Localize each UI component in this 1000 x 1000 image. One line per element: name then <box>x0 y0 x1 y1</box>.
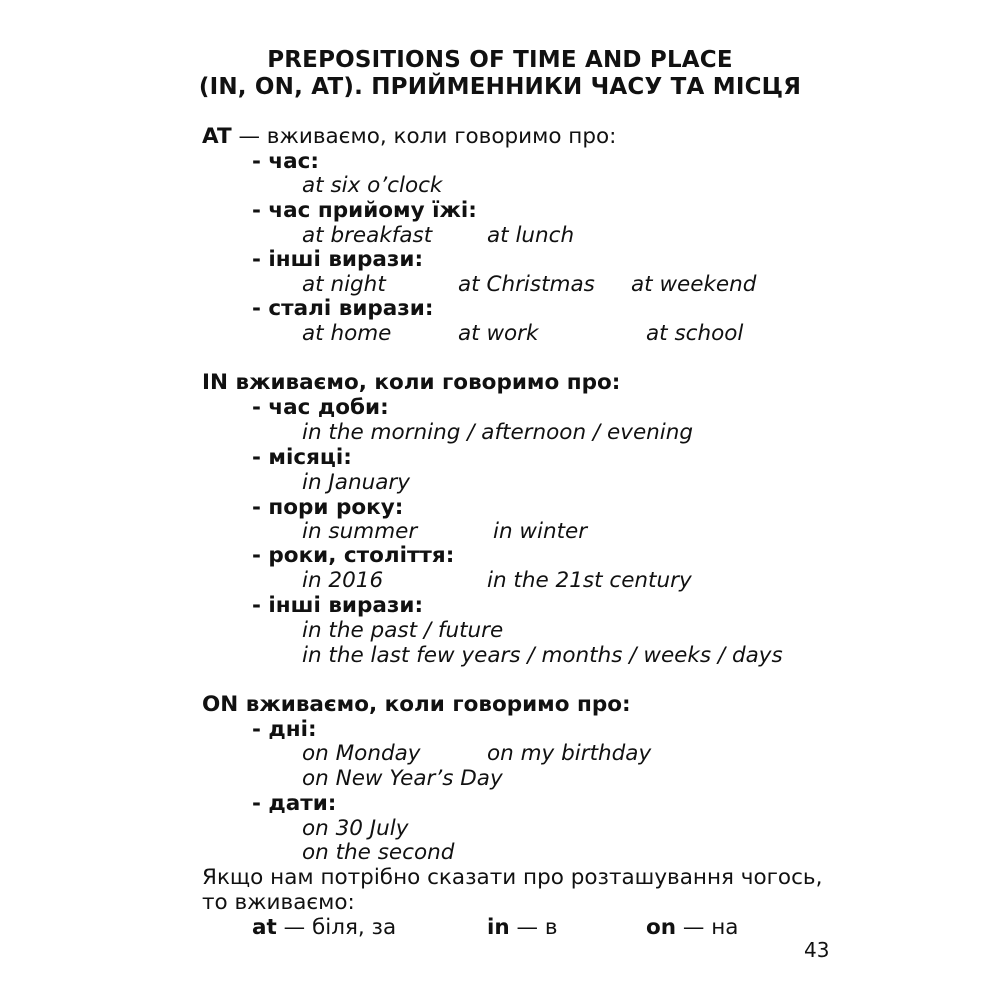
at-group-heading-time: - час: <box>252 149 320 174</box>
at-example: at breakfast <box>302 223 433 248</box>
in-example: in the morning / afternoon / evening <box>302 420 694 445</box>
page-title-line-1: PREPOSITIONS OF TIME AND PLACE <box>267 47 733 73</box>
place-word: at <box>252 915 277 940</box>
in-group-heading-daytime: - час доби: <box>252 395 389 420</box>
at-example: at lunch <box>487 223 575 248</box>
at-example: at night <box>302 272 386 297</box>
place-intro-line-1: Якщо нам потрібно сказати про розташування чогось, <box>202 865 823 890</box>
in-example: in January <box>302 470 410 495</box>
on-example: on the second <box>302 840 455 865</box>
at-example: at Christmas <box>458 272 595 297</box>
on-section-heading: ON вживаємо, коли говоримо про: <box>202 692 631 717</box>
at-example: at work <box>458 321 539 346</box>
on-group-heading-dates: - дати: <box>252 791 337 816</box>
in-example: in 2016 <box>302 568 384 593</box>
in-example: in the 21st century <box>487 568 692 593</box>
page-title-line-2: (IN, ON, AT). ПРИЙМЕННИКИ ЧАСУ ТА МІСЦЯ <box>198 74 802 100</box>
place-item-on <box>646 915 738 941</box>
page-number: 43 <box>804 938 830 962</box>
in-example: in the past / future <box>302 618 504 643</box>
at-group-heading-fixed: - сталі вирази: <box>252 296 434 321</box>
place-meaning: — на <box>676 915 739 940</box>
on-example: on New Year’s Day <box>302 766 503 791</box>
at-example: at six o’clock <box>302 173 443 198</box>
at-section-heading <box>202 124 616 150</box>
on-example: on Monday <box>302 741 421 766</box>
place-meaning: — в <box>509 915 558 940</box>
at-intro: — вживаємо, коли говоримо про: <box>231 124 617 149</box>
in-example: in summer <box>302 519 418 544</box>
place-word: in <box>487 915 510 940</box>
place-item-at <box>252 915 396 941</box>
place-meaning: — біля, за <box>276 915 397 940</box>
in-example: in winter <box>493 519 588 544</box>
at-keyword: AT <box>202 124 232 149</box>
in-group-heading-other: - інші вирази: <box>252 593 424 618</box>
on-example: on 30 July <box>302 816 409 841</box>
on-example: on my birthday <box>487 741 652 766</box>
at-example: at school <box>646 321 744 346</box>
at-group-heading-other: - інші вирази: <box>252 247 424 272</box>
in-group-heading-years: - роки, століття: <box>252 543 455 568</box>
place-intro-line-2: то вживаємо: <box>202 890 355 915</box>
in-example: in the last few years / months / weeks / days <box>302 643 783 668</box>
in-section-heading: IN вживаємо, коли говоримо про: <box>202 370 621 395</box>
on-group-heading-days: - дні: <box>252 717 317 742</box>
at-example: at weekend <box>631 272 757 297</box>
place-word: on <box>646 915 677 940</box>
at-group-heading-meals: - час прийому їжі: <box>252 198 477 223</box>
at-example: at home <box>302 321 392 346</box>
in-group-heading-seasons: - пори року: <box>252 495 404 520</box>
place-item-in <box>487 915 558 941</box>
in-group-heading-months: - місяці: <box>252 445 352 470</box>
